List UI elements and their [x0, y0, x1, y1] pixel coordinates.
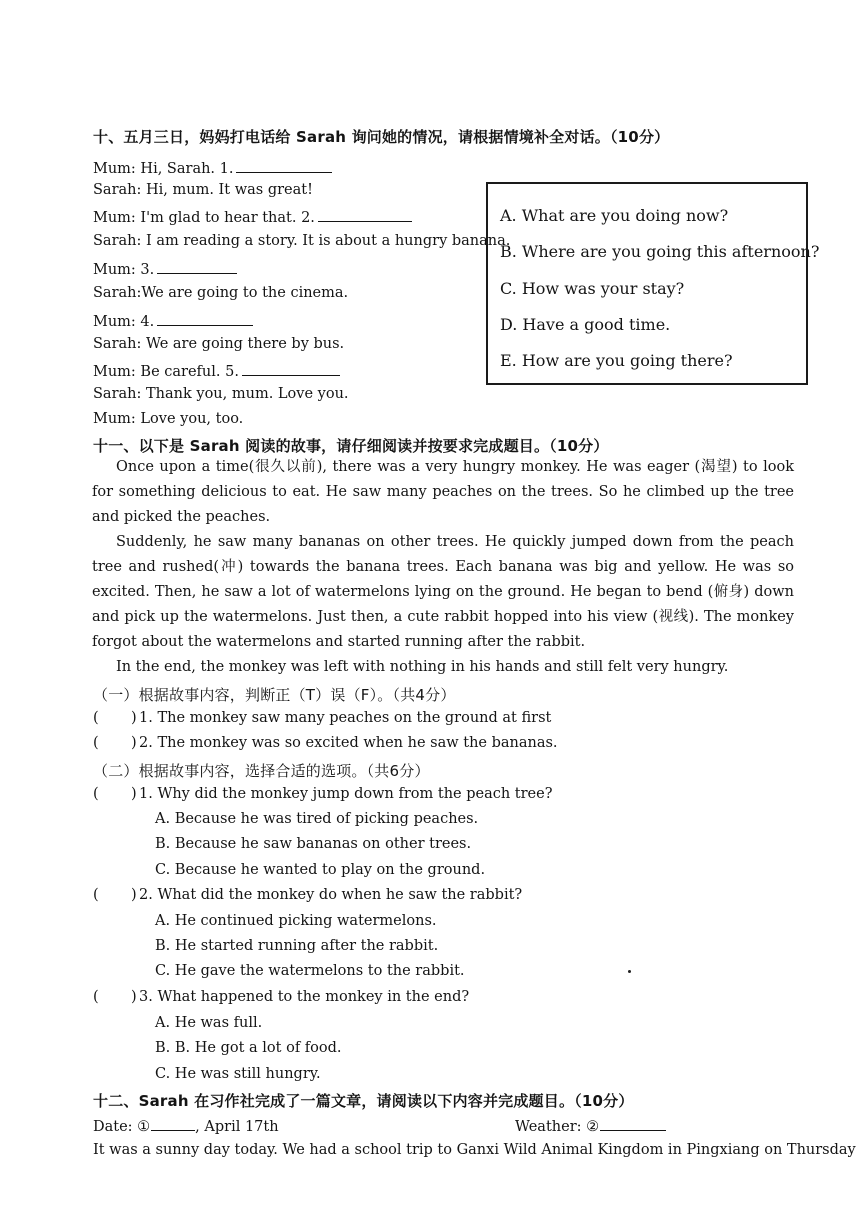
mc-q3-option-a: A. He was full. — [155, 1015, 263, 1031]
option-e: E. How are you going there? — [500, 351, 733, 370]
date-blank[interactable] — [151, 1116, 195, 1131]
dialogue-line-11: Mum: Love you, too. — [93, 411, 244, 427]
dialogue-line-2: Sarah: Hi, mum. It was great! — [93, 182, 313, 198]
mc-q2-option-b: B. He started running after the rabbit. — [155, 938, 439, 954]
dialogue-line-10: Sarah: Thank you, mum. Love you. — [93, 386, 349, 402]
blank-5[interactable] — [242, 361, 340, 376]
option-d: D. Have a good time. — [500, 315, 671, 334]
answer-paren[interactable]: ( ) — [93, 710, 137, 726]
tf-item-1: ( ) 1. The monkey saw many peaches on the ground at first — [93, 710, 552, 726]
dialogue-line-4: Sarah: I am reading a story. It is about a hungry banana. — [93, 233, 511, 249]
mc-question-3: ( ) 3. What happened to the monkey in the end? — [93, 989, 470, 1005]
options-box — [486, 182, 820, 385]
mc-q1-option-b: B. Because he saw bananas on other trees. — [155, 836, 472, 852]
dialogue-line-7: Mum: 4. — [93, 311, 253, 330]
blank-4[interactable] — [157, 311, 253, 326]
option-a: A. What are you doing now? — [500, 206, 729, 225]
mc-question-1: ( ) 1. Why did the monkey jump down from the peach tree? — [93, 786, 553, 802]
tf-item-2: ( ) 2. The monkey was so excited when he saw the bananas. — [93, 735, 558, 751]
mc-q3-option-b: B. B. He got a lot of food. — [155, 1040, 342, 1056]
answer-paren[interactable]: ( ) — [93, 989, 137, 1005]
section-12-heading: 十二、Sarah 在习作社完成了一篇文章，请阅读以下内容并完成题目。（10分） — [93, 1092, 634, 1110]
story-paragraph-1: Once upon a time(很久以前), there was a very hungry monkey. He was eager (渴望) to look for something delicious to eat. He saw many peaches on the trees. So he climbed up the tree and picked the peaches. — [92, 459, 794, 525]
dialogue-line-9: Mum: Be careful. 5. — [93, 361, 340, 380]
blank-3[interactable] — [157, 259, 237, 274]
blank-2[interactable] — [318, 207, 412, 222]
option-c: C. How was your stay? — [500, 279, 685, 298]
blank-1[interactable] — [236, 158, 332, 173]
answer-paren[interactable]: ( ) — [93, 786, 137, 802]
stray-dot — [628, 970, 631, 973]
dialogue-line-5: Mum: 3. — [93, 259, 237, 278]
mc-question-2: ( ) 2. What did the monkey do when he saw the rabbit? — [93, 887, 523, 903]
mc-q2-option-a: A. He continued picking watermelons. — [155, 913, 437, 929]
dialogue-line-8: Sarah: We are going there by bus. — [93, 336, 345, 352]
story-paragraph-2: Suddenly, he saw many bananas on other trees. He quickly jumped down from the peach tree and rushed(冲) towards the banana trees. Each banana was big and yellow. He was so excited. Then, he saw a lot of watermelons lying on the ground. He began to bend (俯身) down and pick up the watermelons. Just then, a cute rabbit hopped into his view (视线). The monkey forgot about the watermelons and started running after the rabbit. — [92, 534, 794, 650]
dialogue-line-3: Mum: I'm glad to hear that. 2. — [93, 207, 412, 226]
option-b: B. Where are you going this afternoon? — [500, 242, 820, 261]
mc-q2-option-c: C. He gave the watermelons to the rabbit. — [155, 963, 465, 979]
essay-first-line: It was a sunny day today. We had a school trip to Ganxi Wild Animal Kingdom in Pingxiang on Thursday — [93, 1142, 856, 1158]
dialogue-line-1: Mum: Hi, Sarah. 1. — [93, 158, 332, 177]
weather-blank[interactable] — [600, 1116, 666, 1131]
story-paragraph-3: In the end, the monkey was left with nothing in his hands and still felt very hungry. — [116, 659, 729, 675]
date-line: Date: ① , April 17th — [93, 1116, 279, 1135]
answer-paren[interactable]: ( ) — [93, 735, 137, 751]
answer-paren[interactable]: ( ) — [93, 887, 137, 903]
mc-q1-option-a: A. Because he was tired of picking peaches. — [155, 811, 479, 827]
part-2-heading: （二）根据故事内容，选择合适的选项。（共6分） — [93, 762, 430, 780]
part-1-heading: （一）根据故事内容，判断正（T）误（F）。（共4分） — [93, 686, 456, 704]
dialogue-line-6: Sarah:We are going to the cinema. — [93, 285, 349, 301]
weather-line: Weather: ② — [515, 1116, 666, 1135]
mc-q3-option-c: C. He was still hungry. — [155, 1066, 321, 1082]
mc-q1-option-c: C. Because he wanted to play on the ground. — [155, 862, 486, 878]
section-11-heading: 十一、以下是 Sarah 阅读的故事，请仔细阅读并按要求完成题目。（10分） — [93, 437, 609, 455]
section-10-heading: 十、五月三日，妈妈打电话给 Sarah 询问她的情况，请根据情境补全对话。（10分） — [93, 128, 670, 146]
